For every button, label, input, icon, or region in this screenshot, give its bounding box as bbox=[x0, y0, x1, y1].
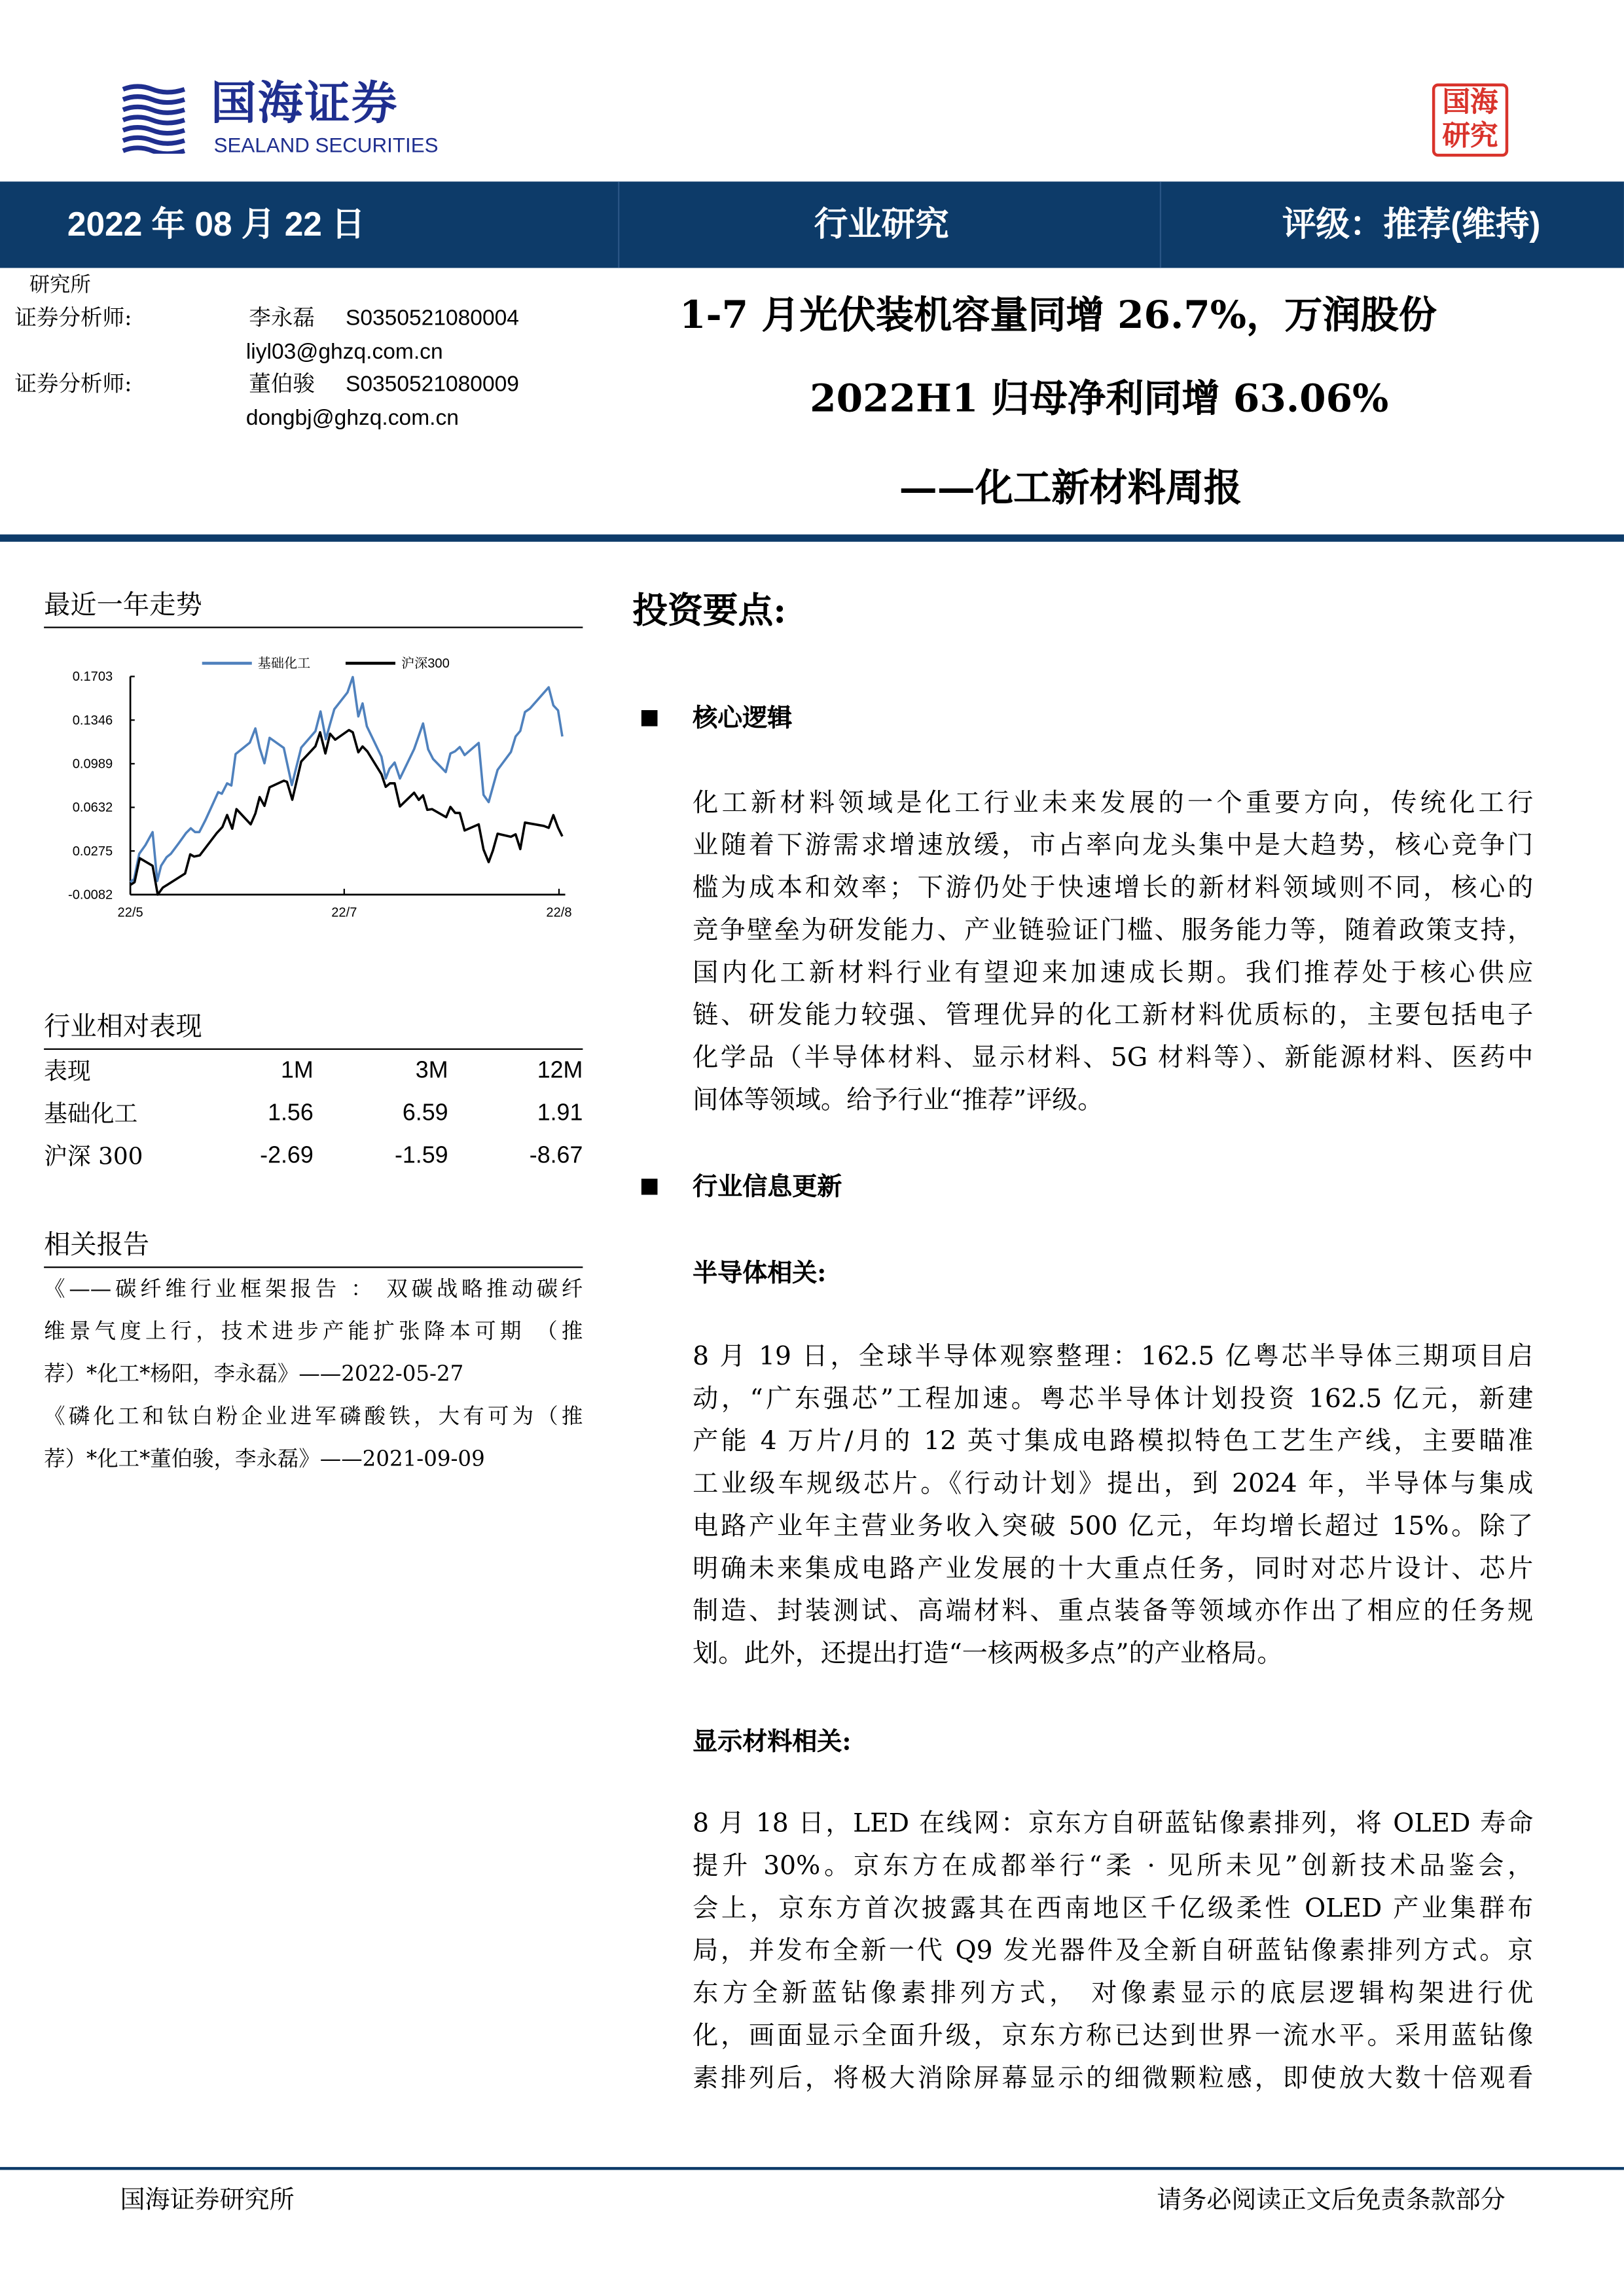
paragraph-line: 槛为成本和效率；下游仍处于快速增长的新材料领域则不同，核心的 bbox=[693, 874, 1534, 904]
y-tick-label: 0.0632 bbox=[72, 800, 113, 816]
analyst-role: 证券分析师: bbox=[14, 304, 132, 331]
display-paragraph bbox=[693, 1804, 1533, 2101]
cell-value: 6.59 bbox=[402, 1101, 448, 1126]
related-heading: 相关报告 bbox=[44, 1229, 583, 1268]
table-header-row bbox=[44, 1056, 583, 1098]
paragraph-line: 链、研发能力较强、管理优异的化工新材料优质标的，主要包括电子 bbox=[693, 1001, 1534, 1031]
paragraph-line: 竞争壁垒为研发能力、产业链验证门槛、服务能力等，随着政策支持， bbox=[693, 916, 1534, 946]
bullet-square-icon bbox=[641, 710, 658, 726]
x-tick-label: 22/8 bbox=[546, 905, 572, 920]
analyst-cert: S0350521080004 bbox=[345, 306, 519, 331]
series-line-basic-chemicals bbox=[130, 677, 562, 882]
y-tick-label: 0.1346 bbox=[72, 713, 113, 728]
paragraph-line: 明确未来集成电路产业发展的十大重点任务，同时对芯片设计、芯片 bbox=[693, 1554, 1534, 1585]
y-tick-label: 0.1703 bbox=[72, 670, 113, 685]
paragraph-line: 会上，京东方首次披露其在西南地区千亿级柔性 OLED 产业集群布 bbox=[693, 1894, 1534, 1924]
y-tick-label: 0.0275 bbox=[72, 844, 113, 859]
paragraph-line: 东方全新蓝钻像素排列方式， 对像素显示的底层逻辑构架进行优 bbox=[693, 1979, 1534, 2009]
cell-value: 1.91 bbox=[537, 1101, 583, 1126]
report-title-line1: 1-7 月光伏装机容量同增 26.7%，万润股份 bbox=[679, 294, 1437, 338]
analyst-role: 证券分析师: bbox=[14, 370, 132, 397]
related-report-link[interactable]: 《——碳纤维行业框架报告 ： 双碳战略推动碳纤 bbox=[44, 1278, 583, 1302]
column-header: 表现 bbox=[44, 1057, 91, 1085]
row-label: 沪深 300 bbox=[44, 1141, 143, 1170]
related-report-link[interactable]: 《磷化工和钛白粉企业进军磷酸铁，大有可为（推 bbox=[44, 1405, 583, 1429]
core-logic-paragraph bbox=[693, 783, 1533, 1123]
analyst-cert: S0350521080009 bbox=[345, 372, 519, 397]
cell-value: -8.67 bbox=[529, 1143, 583, 1169]
header-band bbox=[0, 181, 1624, 268]
report-category: 行业研究 bbox=[814, 205, 949, 243]
footer-disclaimer: 请务必阅读正文后免责条款部分 bbox=[1157, 2185, 1506, 2215]
row-label: 基础化工 bbox=[44, 1100, 138, 1128]
header-rule bbox=[0, 535, 1624, 542]
footer-left: 国海证券研究所 bbox=[120, 2185, 295, 2215]
paragraph-line: 电路产业年主营业务收入突破 500 亿元，年均增长超过 15%。除了 bbox=[693, 1512, 1534, 1542]
institute-label: 研究所 bbox=[29, 274, 91, 298]
paragraph-line: 提升 30%。京东方在成都举行“柔 · 见所未见”创新技术品鉴会， bbox=[693, 1852, 1534, 1882]
rating: 评级：推荐(维持) bbox=[1282, 205, 1541, 243]
footer-rule bbox=[0, 2167, 1624, 2169]
paragraph-line: 业随着下游需求增速放缓，市占率向龙头集中是大趋势，核心竞争门 bbox=[693, 831, 1534, 861]
trend-heading: 最近一年走势 bbox=[44, 588, 583, 628]
paragraph-line: 划。此外，还提出打造“一核两极多点”的产业格局。 bbox=[693, 1640, 1283, 1670]
paragraph-line: 制造、封装测试、高端材料、重点装备等领域亦作出了相应的任务规 bbox=[693, 1597, 1534, 1627]
paragraph-line: 化学品（半导体材料、显示材料、5G 材料等）、新能源材料、医药中 bbox=[693, 1044, 1534, 1073]
bullet-label: 核心逻辑 bbox=[693, 704, 793, 734]
series-line-csi300 bbox=[130, 730, 562, 894]
table-row bbox=[44, 1098, 583, 1141]
performance-table bbox=[44, 1056, 583, 1183]
brand-name-cn: 国海证券 bbox=[211, 77, 399, 129]
paragraph-line: 局，并发布全新一代 Q9 发光器件及全新自研蓝钻像素排列方式。京 bbox=[693, 1937, 1534, 1967]
paragraph-line: 动，“广东强芯”工程加速。粤芯半导体计划投资 162.5 亿元，新建 bbox=[693, 1385, 1534, 1415]
bullet-square-icon bbox=[641, 1179, 658, 1195]
report-date: 2022 年 08 月 22 日 bbox=[67, 205, 365, 243]
paragraph-line: 8 月 19 日，全球半导体观察整理：162.5 亿粤芯半导体三期项目启 bbox=[693, 1342, 1534, 1372]
cell-value: 1.56 bbox=[268, 1101, 314, 1126]
legend-label: 沪深300 bbox=[401, 656, 450, 672]
trend-chart bbox=[44, 644, 586, 929]
paragraph-line: 工业级车规级芯片。《行动计划》提出，到 2024 年，半导体与集成 bbox=[693, 1470, 1534, 1499]
y-tick-label: 0.0989 bbox=[72, 757, 113, 772]
column-header: 12M bbox=[537, 1058, 583, 1084]
news-heading bbox=[693, 1172, 842, 1204]
main-heading: 投资要点: bbox=[632, 588, 787, 632]
wave-logo-icon bbox=[120, 84, 187, 154]
table-row bbox=[44, 1141, 583, 1183]
bullet-label: 行业信息更新 bbox=[693, 1172, 842, 1202]
paragraph-line: 国内化工新材料行业有望迎来加速成长期。我们推荐处于核心供应 bbox=[693, 959, 1534, 989]
analyst-email[interactable]: dongbj@ghzq.com.cn bbox=[245, 405, 459, 431]
analyst-email[interactable]: liyl03@ghzq.com.cn bbox=[245, 340, 443, 365]
related-report-link[interactable]: 荐）*化工*杨阳，李永磊》——2022-05-27 bbox=[44, 1363, 464, 1387]
related-report-link[interactable]: 维景气度上行，技术进步产能扩张降本可期 （推 bbox=[44, 1320, 583, 1344]
paragraph-line: 化，画面显示全面升级，京东方称已达到世界一流水平。采用蓝钻像 bbox=[693, 2022, 1534, 2052]
paragraph-line: 素排列后，将极大消除屏幕显示的细微颗粒感，即使放大数十倍观看 bbox=[693, 2064, 1534, 2094]
legend-label: 基础化工 bbox=[257, 656, 311, 672]
semiconductor-heading: 半导体相关: bbox=[693, 1259, 827, 1289]
cell-value: -1.59 bbox=[394, 1143, 448, 1169]
column-header: 3M bbox=[415, 1058, 448, 1084]
related-report-link[interactable]: 荐）*化工*董伯骏，李永磊》——2021-09-09 bbox=[44, 1448, 485, 1472]
paragraph-line: 8 月 18 日，LED 在线网：京东方自研蓝钻像素排列，将 OLED 寿命 bbox=[693, 1810, 1534, 1839]
performance-heading: 行业相对表现 bbox=[44, 1011, 583, 1050]
analyst-name: 董伯骏 bbox=[249, 370, 316, 397]
core-logic-heading bbox=[693, 703, 792, 735]
y-tick-label: -0.0082 bbox=[67, 888, 113, 903]
analyst-name: 李永磊 bbox=[249, 304, 316, 331]
display-heading: 显示材料相关: bbox=[693, 1727, 852, 1757]
x-tick-label: 22/7 bbox=[331, 905, 357, 920]
semiconductor-paragraph bbox=[693, 1336, 1533, 1676]
report-title-line2: 2022H1 归母净利同增 63.06% bbox=[810, 378, 1389, 422]
paragraph-line: 产能 4 万片/月的 12 英寸集成电路模拟特色工艺生产线，主要瞄准 bbox=[693, 1427, 1534, 1457]
related-reports bbox=[44, 1270, 583, 1482]
paragraph-line: 间体等领域。给予行业“推荐”评级。 bbox=[693, 1086, 1104, 1116]
report-subtitle: ——化工新材料周报 bbox=[899, 467, 1242, 511]
column-header: 1M bbox=[280, 1058, 314, 1084]
paragraph-line: 化工新材料领域是化工行业未来发展的一个重要方向，传统化工行 bbox=[693, 789, 1534, 819]
seal-stamp: 国海研究 bbox=[1432, 84, 1508, 157]
cell-value: -2.69 bbox=[260, 1143, 314, 1169]
brand-name-en: SEALAND SECURITIES bbox=[213, 133, 439, 157]
x-tick-label: 22/5 bbox=[117, 905, 143, 920]
